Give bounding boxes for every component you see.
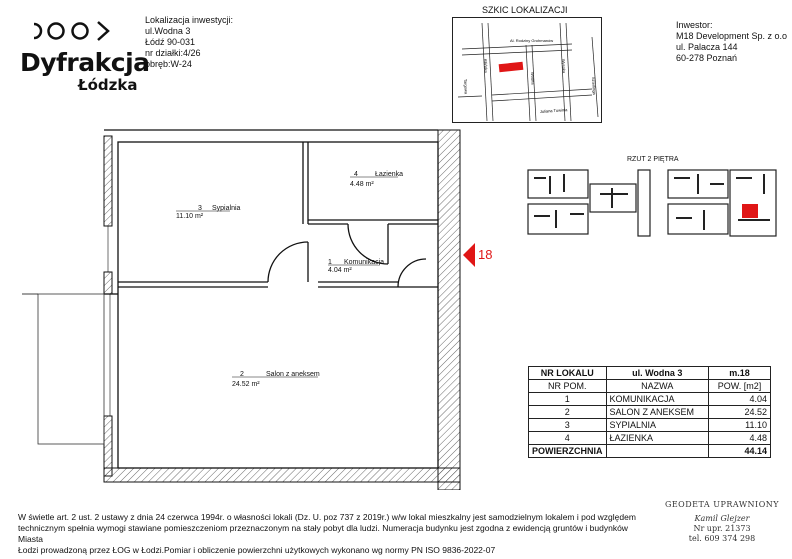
total-value: 44.14 <box>709 445 771 458</box>
row-name: ŁAZIENKA <box>606 432 709 445</box>
street-label: Wysoka <box>561 58 567 74</box>
total-spacer <box>606 445 709 458</box>
location-line: nr działki:4/26 <box>145 48 201 58</box>
sketch-title: SZKIC LOKALIZACJI <box>482 5 568 15</box>
street-label: Wodna <box>530 71 536 85</box>
unit-marker-number: 18 <box>478 247 493 262</box>
room-name: Sypialnia <box>212 205 241 212</box>
room-name: Łazienka <box>375 171 404 178</box>
street-label: Szterlinga <box>591 76 597 95</box>
stamp-name: Kamil Glejzer <box>694 514 750 523</box>
table-header-label: NR LOKALU <box>529 367 607 380</box>
room-number: 1 <box>328 259 332 266</box>
total-label: POWIERZCHNIA <box>529 445 607 458</box>
room-area: 24.52 m² <box>232 381 260 388</box>
footer-line: Łodzi prowadzoną przez ŁOG w Łodzi.Pomiar i obliczenie powierzchni użytkowych wykonano wg normy PN ISO 9836-2022-07 <box>18 545 496 555</box>
column-header: POW. [m2] <box>709 380 771 393</box>
surveyor-stamp <box>658 500 786 544</box>
brand-name: Dyfrakcja <box>20 48 150 77</box>
table-row <box>529 406 771 419</box>
row-area: 11.10 <box>709 419 771 432</box>
stamp-phone: tel. 609 374 298 <box>688 534 756 543</box>
floor-key-title: RZUT 2 PIĘTRA <box>627 156 679 163</box>
row-name: KOMUNIKACJA <box>606 393 709 406</box>
footer-note <box>18 512 643 556</box>
location-line: Łódź 90-031 <box>145 37 196 47</box>
room-number: 4 <box>354 171 358 178</box>
row-number: 4 <box>529 432 607 445</box>
stamp-title: GEODETA UPRAWNIONY <box>664 500 780 509</box>
table-row <box>529 432 771 445</box>
location-title: Lokalizacja inwestycji: <box>145 15 234 25</box>
table-columns-row <box>529 380 771 393</box>
table-row <box>529 393 771 406</box>
row-area: 4.04 <box>709 393 771 406</box>
investor-line: 60-278 Poznań <box>676 53 738 63</box>
street-label: Juliana Tuwima <box>539 107 568 114</box>
table-total-row <box>529 445 771 458</box>
room-name: Komunikacja <box>344 259 385 266</box>
room-name: Salon z aneksem <box>266 371 320 378</box>
street-label: Targowa <box>463 78 469 95</box>
stamp-license: Nr upr. 21373 <box>693 524 751 533</box>
investor-info <box>676 20 787 64</box>
table-header-row <box>529 367 771 380</box>
room-area: 4.48 m² <box>350 181 374 188</box>
investor-line: M18 Development Sp. z o.o <box>676 31 788 41</box>
logo-mark-icon <box>30 18 140 44</box>
column-header: NAZWA <box>606 380 709 393</box>
room-area: 4.04 m² <box>328 267 352 274</box>
footer-line: W świetle art. 2 ust. 2 ustawy z dnia 24 czerwca 1994r. o własności lokali (Dz. U. poz 737 z 2019r.) w/w lokal mieszkalny jest samodzielnym lokalem i pod względem <box>18 512 636 522</box>
unit-highlight <box>742 204 758 218</box>
logo <box>20 18 150 98</box>
street-label: Kilińska <box>483 58 489 73</box>
row-name: SALON Z ANEKSEM <box>606 406 709 419</box>
room-number: 3 <box>198 205 202 212</box>
investor-line: ul. Palacza 144 <box>676 42 738 52</box>
row-name: SYPIALNIA <box>606 419 709 432</box>
location-sketch <box>452 17 602 123</box>
footer-line: technicznym spełnia wymogi stawiane pomieszczeniom przeznaczonym na stały pobyt dla ludzi. Numeracja budynku jest zgodna z ewidencją gruntów i budynków Miasta <box>18 523 628 544</box>
unit-marker-icon <box>462 242 476 268</box>
table-row <box>529 419 771 432</box>
row-area: 4.48 <box>709 432 771 445</box>
floor-key-plan <box>520 164 780 244</box>
room-area: 11.10 m² <box>176 213 204 220</box>
table-header-address: ul. Wodna 3 <box>606 367 709 380</box>
row-number: 1 <box>529 393 607 406</box>
brand-sub: Łódzka <box>78 76 138 94</box>
investor-title: Inwestor: <box>676 20 713 30</box>
location-info <box>145 15 233 70</box>
row-area: 24.52 <box>709 406 771 419</box>
table-header-unit: m.18 <box>709 367 771 380</box>
location-line: obręb:W-24 <box>145 59 192 69</box>
row-number: 2 <box>529 406 607 419</box>
street-label: Al. Rodziny Grohmanów <box>510 38 554 43</box>
units-table <box>528 366 771 458</box>
floor-plan <box>18 124 468 490</box>
row-number: 3 <box>529 419 607 432</box>
location-line: ul.Wodna 3 <box>145 26 191 36</box>
room-number: 2 <box>240 371 244 378</box>
column-header: NR POM. <box>529 380 607 393</box>
